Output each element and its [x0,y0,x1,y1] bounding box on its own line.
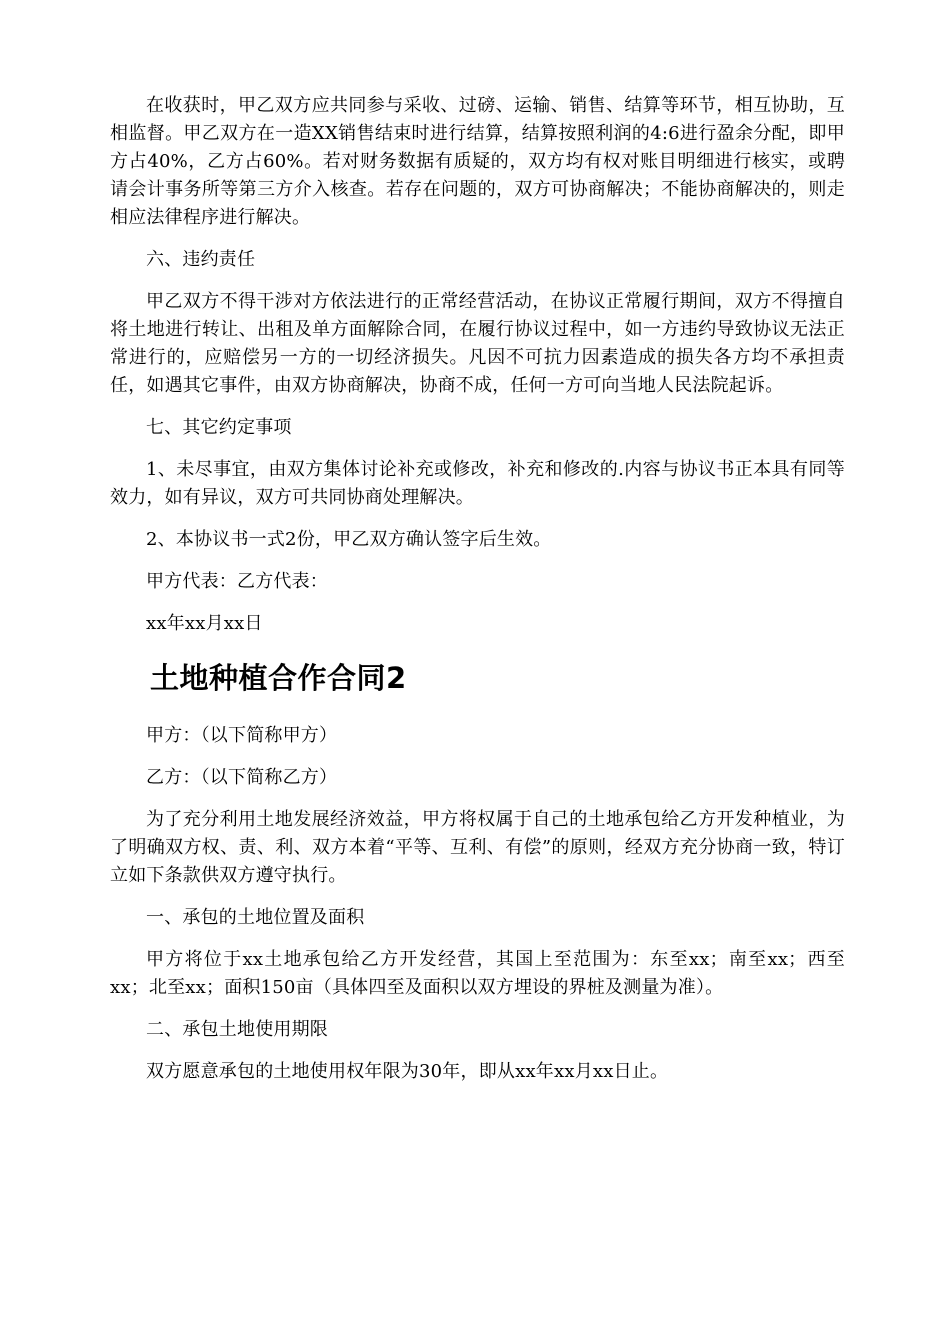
land-location-paragraph: 甲方将位于xx土地承包给乙方开发经营，其国上至范围为：东至xx；南至xx；西至xx；北至xx；面积150亩（具体四至及面积以双方埋设的界桩及测量为准）。 [110,949,845,998]
other-matters-item-1: 1、未尽事宜，由双方集体讨论补充或修改，补充和修改的.内容与协议书正本具有同等效力，如有异议，双方可共同协商处理解决。 [110,459,845,508]
breach-liability-paragraph: 甲乙双方不得干涉对方依法进行的正常经营活动，在协议正常履行期间，双方不得擅自将土地进行转让、出租及单方面解除合同，在履行协议过程中，如一方违约导致协议无法正常进行的，应赔偿另一方的一切经济损失。凡因不可抗力因素造成的损失各方均不承担责任，如遇其它事件，由双方协商解决，协商不成，任何一方可向当地人民法院起诉。 [110,291,845,396]
date-line: xx年xx月xx日 [146,613,263,634]
signature-line: 甲方代表：乙方代表： [146,571,328,592]
other-matters-item-2: 2、本协议书一式2份，甲乙双方确认签字后生效。 [146,529,552,550]
party-b-line: 乙方：（以下简称乙方） [146,767,338,788]
party-a-line: 甲方：（以下简称甲方） [146,725,338,746]
contract-title: 土地种植合作合同2 [150,661,407,695]
usage-term-paragraph: 双方愿意承包的土地使用权年限为30年，即从xx年xx月xx日止。 [146,1061,669,1082]
usage-term-heading: 二、承包土地使用期限 [146,1019,328,1040]
breach-liability-heading: 六、违约责任 [146,249,256,270]
harvest-settlement-paragraph: 在收获时，甲乙双方应共同参与采收、过磅、运输、销售、结算等环节，相互协助，互相监督。甲乙双方在一造XX销售结束时进行结算，结算按照利润的4:6进行盈余分配，即甲方占40%，乙方占60%。若对财务数据有质疑的，双方均有权对账目明细进行核实，或聘请会计事务所等第三方介入核查。若存在问题的，双方可协商解决；不能协商解决的，则走相应法律程序进行解决。 [110,95,845,228]
other-matters-heading: 七、其它约定事项 [146,417,292,438]
land-location-heading: 一、承包的土地位置及面积 [146,907,365,928]
intro-paragraph: 为了充分利用土地发展经济效益，甲方将权属于自己的土地承包给乙方开发种植业，为了明确双方权、责、利、双方本着“平等、互利、有偿”的原则，经双方充分协商一致，特订立如下条款供双方遵守执行。 [110,809,845,886]
document-page [110,92,845,1100]
